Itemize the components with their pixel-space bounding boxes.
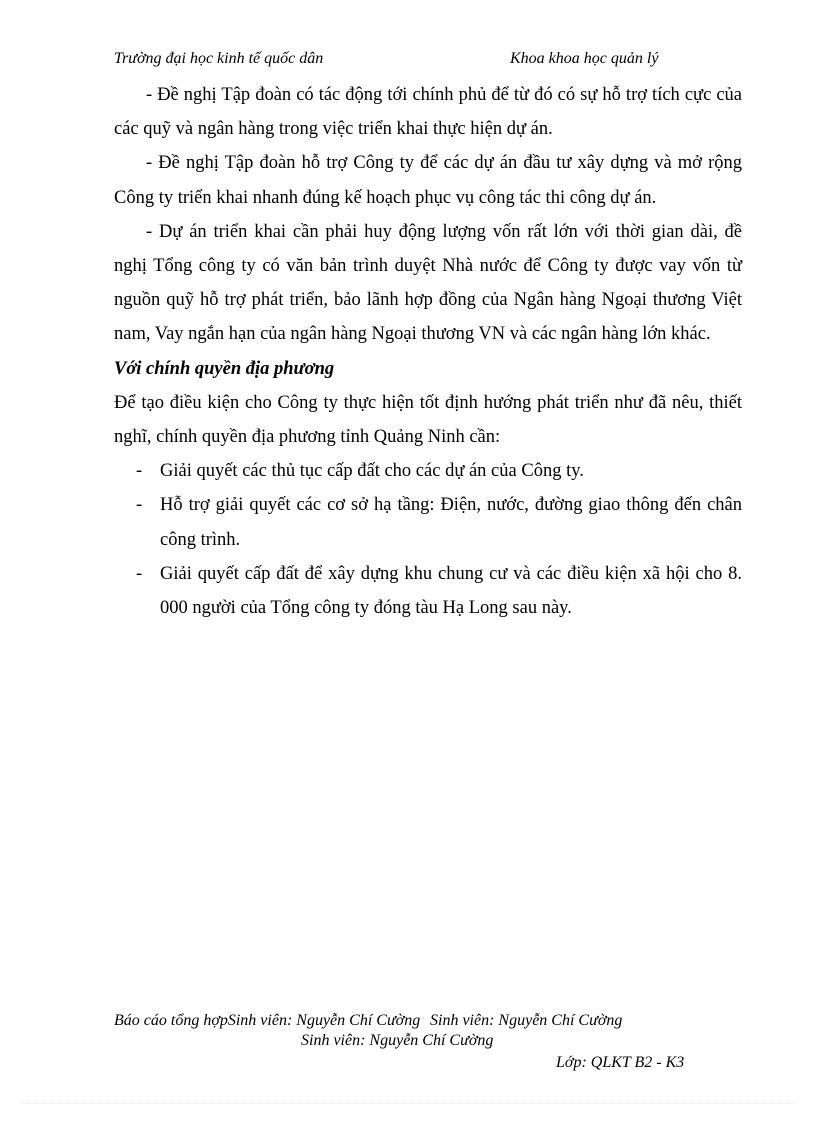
list-item-text: Giải quyết cấp đất để xây dựng khu chung cư và các điều kiện xã hội cho 8. 000 người của Tổng công ty đóng tàu Hạ Long sau này. (160, 563, 742, 619)
paragraph-1: - Đề nghị Tập đoàn có tác động tới chính phủ để từ đó có sự hỗ trợ tích cực của các quỹ và ngân hàng trong việc triển khai thực hiện dự án. (114, 85, 742, 140)
document-body (114, 78, 742, 625)
bullet-marker: - (136, 563, 143, 584)
list-item-text: Hỗ trợ giải quyết các cơ sở hạ tầng: Điện, nước, đường giao thông đến chân công trình. (160, 495, 742, 550)
bullet-marker: - (136, 461, 143, 482)
header-university: Trường đại học kinh tế quốc dân (114, 50, 324, 67)
header-faculty: Khoa khoa học quản lý (510, 50, 659, 67)
paragraph-3: - Dự án triển khai cần phải huy động lượng vốn rất lớn với thời gian dài, đề nghị Tổng công ty có văn bản trình duyệt Nhà nước để Công ty được vay vốn từ nguồn quỹ hỗ trợ phát triển, bảo lãnh hợp đồng của Ngân hàng Ngoại thương Việt nam, Vay ngắn hạn của ngân hàng Ngoại thương VN và các ngân hàng lớn khác. (114, 221, 742, 345)
bullet-marker: - (136, 495, 143, 516)
footer-line-1 (114, 1012, 623, 1030)
page-header (114, 50, 694, 72)
footer-report-student: Báo cáo tổng hợpSinh viên: Nguyễn Chí Cường (114, 1012, 421, 1029)
section-heading: Với chính quyền địa phương (114, 358, 335, 379)
list-item (114, 488, 742, 556)
list-item (114, 557, 742, 625)
intro-paragraph: Để tạo điều kiện cho Công ty thực hiện tốt định hướng phát triển như đã nêu, thiết nghĩ, chính quyền địa phương tỉnh Quảng Ninh cần: (114, 392, 742, 448)
page-bottom-divider (22, 1103, 794, 1104)
list-item (114, 454, 742, 488)
footer-student-name: Sinh viên: Nguyễn Chí Cường (301, 1032, 494, 1049)
footer-class: Lớp: QLKT B2 - K3 (556, 1054, 685, 1071)
footer-student-overlap: Sinh viên: Nguyễn Chí Cường (430, 1012, 623, 1029)
bullet-list (114, 454, 742, 625)
list-item-text: Giải quyết các thủ tục cấp đất cho các dự án của Công ty. (160, 461, 584, 482)
paragraph-2: - Đề nghị Tập đoàn hỗ trợ Công ty để các dự án đầu tư xây dựng và mở rộng Công ty triển khai nhanh đúng kế hoạch phục vụ công tác thi công dự án. (114, 153, 742, 208)
